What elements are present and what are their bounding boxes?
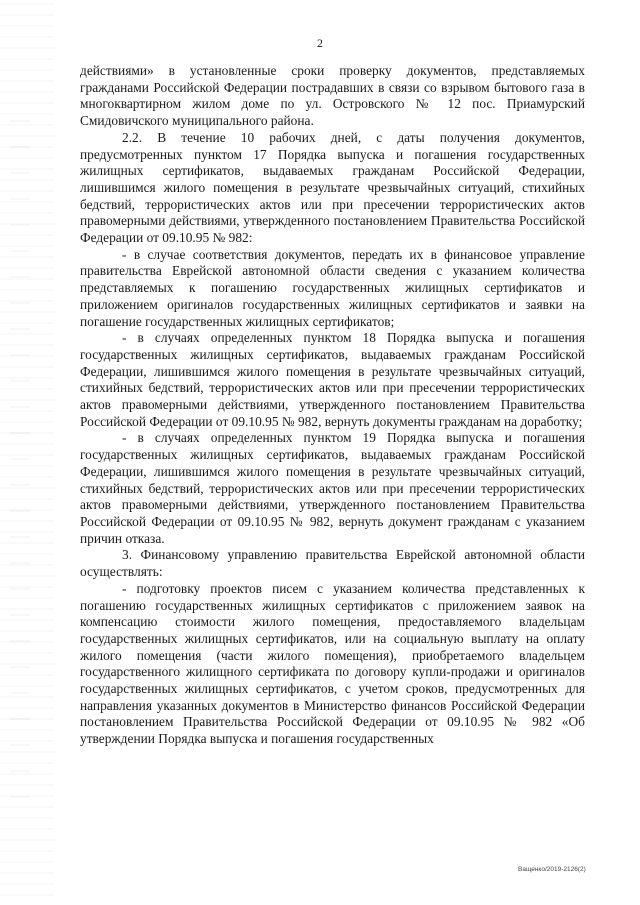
scan-edge-noise: [0, 0, 54, 905]
paragraph-list-item-2: - в случаях определенных пунктом 18 Порядка выпуска и погашения государственных жилищных сертификатов, выдаваемых гражданам Российской Федерации, лишившимся жилого помещения в результате чрезвычайных ситуаций, стихийных бедствий, террористических актов или при пресечении террористических актов правомерными действиями, утвержденного постановлением Правительства Российской Федерации от 09.10.95 № 982, вернуть документы гражданам на доработку;: [80, 330, 585, 429]
footer-document-code: Ващенко/2019-2126(2): [518, 866, 586, 873]
paragraph-list-item-3: - в случаях определенных пунктом 19 Порядка выпуска и погашения государственных жилищных сертификатов, выдаваемых гражданам Российской Федерации, лишившимся жилого помещения в результате чрезвычайных ситуаций, стихийных бедствий, террористических актов или при пресечении террористических актов правомерными действиями, утвержденного постановлением Правительства Российской Федерации от 09.10.95 № 982, вернуть документ гражданам с указанием причин отказа.: [80, 430, 585, 546]
paragraph-list-item-1: - в случае соответствия документов, передать их в финансовое управление правительства Еврейской автономной области сведения с указанием количества представляемых к погашению государственных жилищных сертификатов и приложением оригиналов государственных жилищных сертификатов и заявки на погашение государственных жилищных сертификатов;: [80, 246, 585, 329]
paragraph-3: 3. Финансовому управлению правительства Еврейской автономной области осуществлять:: [80, 547, 585, 580]
paragraph-1: действиями» в установленные сроки проверку документов, представляемых гражданами Российской Федерации пострадавших в связи со взрывом бытового газа в многоквартирном жилом доме по ул. Островского № 12 пос. Приамурский Смидовичского муниципального района.: [80, 63, 585, 129]
document-body: [80, 63, 585, 748]
paragraph-2-2: 2.2. В течение 10 рабочих дней, с даты получения документов, предусмотренных пунктом 17 Порядка выпуска и погашения государственных жилищных сертификатов, выдаваемых гражданам Российской Федерации, лишившимся жилого помещения в результате чрезвычайных ситуаций, стихийных бедствий, террористических актов или при пресечении террористических актов правомерными действиями, утвержденного постановлением Правительства Российской Федерации от 09.10.95 № 982:: [80, 129, 585, 246]
page-number: 2: [317, 36, 323, 50]
paragraph-3-item-1: - подготовку проектов писем с указанием количества представленных к погашению государственных жилищных сертификатов с приложением заявок на компенсацию стоимости жилого помещения, предоставляемого владельцам государственных жилищных сертификатов, или на социальную выплату на оплату жилого помещения (части жилого помещения), приобретаемого владельцем государственного жилищного сертификата по договору купли-продажи и оригиналов государственных жилищных сертификатов, с учетом сроков, предусмотренных для направления указанных документов в Министерство финансов Российской Федерации постановлением Правительства Российской Федерации от 09.10.95 № 982 «Об утверждении Порядка выпуска и погашения государственных: [80, 580, 585, 747]
